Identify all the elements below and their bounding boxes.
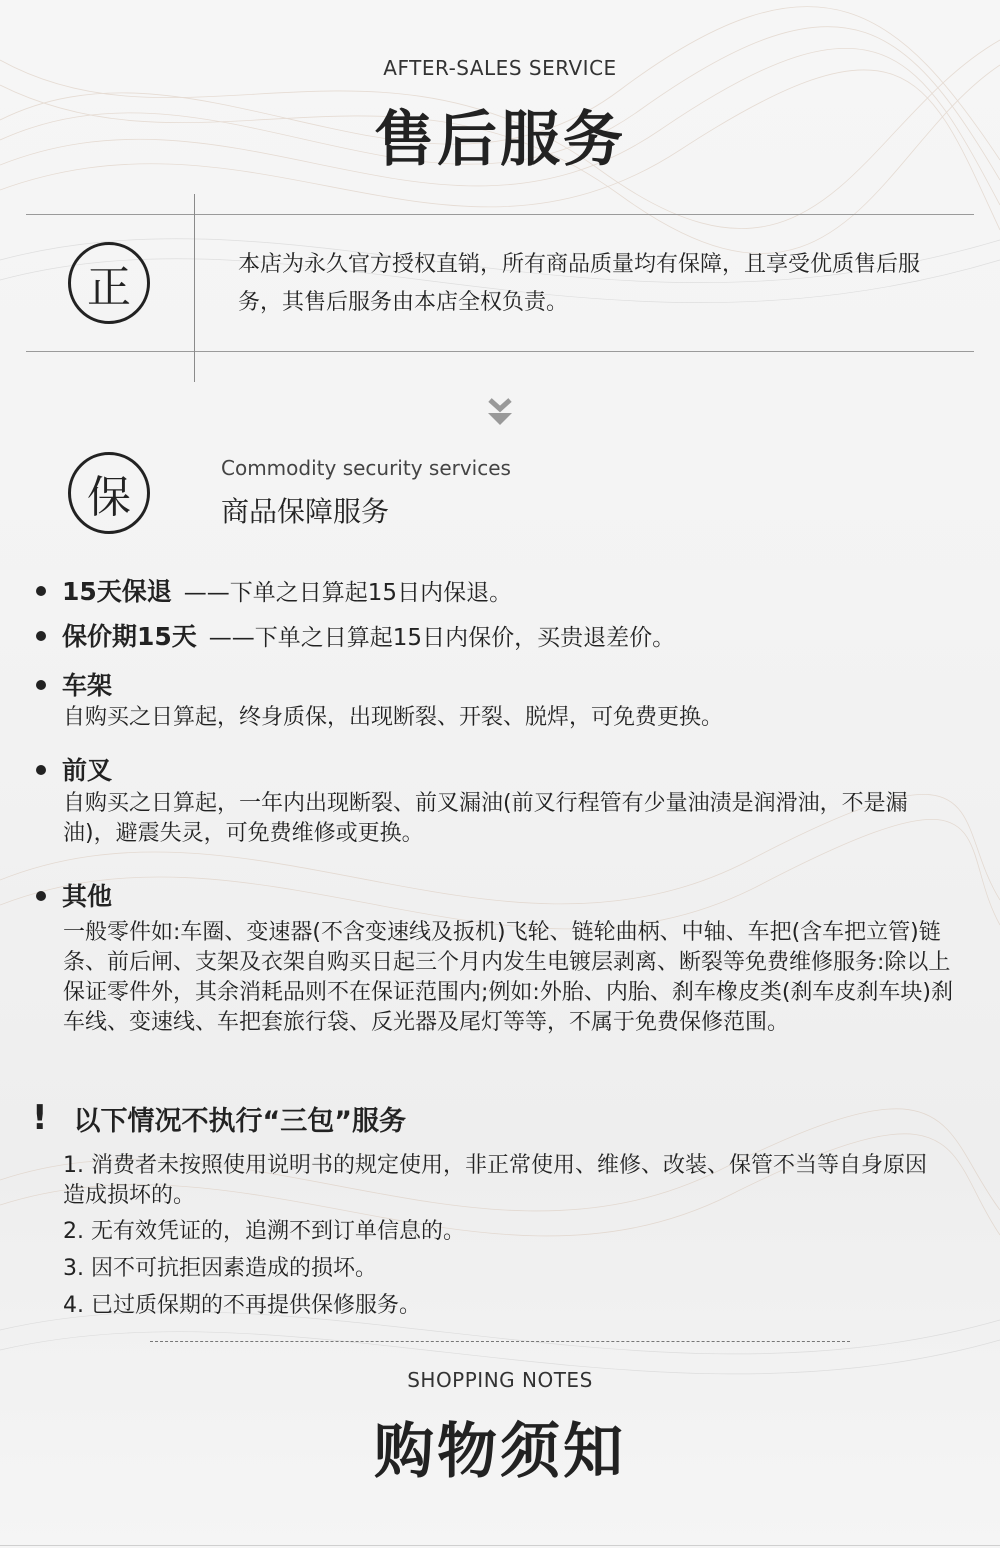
- bullet-dot: [36, 765, 46, 775]
- divider-vertical: [194, 194, 195, 382]
- bullet-fork: [36, 751, 112, 787]
- bullet-title: 保价期15天: [62, 622, 197, 651]
- other-desc: 一般零件如:车圈、变速器(不含变速线及扳机)飞轮、链轮曲柄、中轴、车把(含车把立管)链条、前后闸、支架及衣架自购买日起三个月内发生电镀层剥离、断裂等免费维修服务:除以上保证零件外，其余消耗品则不在保证范围内;例如:外胎、内胎、刹车橡皮类(刹车皮刹车块)刹车线、变速线、车把套旅行袋、反光器及尾灯等等，不属于免费保修范围。: [63, 920, 953, 1035]
- bullet-title: 车架: [62, 671, 113, 700]
- double-chevron-down-icon: [480, 396, 520, 430]
- bullet-dot: [36, 631, 46, 641]
- bullet-price15: [36, 617, 675, 653]
- divider-bottom: [26, 351, 974, 352]
- security-cn-title: 商品保障服务: [221, 495, 390, 528]
- authentic-text: 本店为永久官方授权直销，所有商品质量均有保障，且享受优质售后服务，其售后服务由本店全权负责。: [238, 252, 921, 315]
- bullet-frame: [36, 666, 112, 702]
- authentic-icon-char: 正: [87, 262, 131, 313]
- bullet-desc: ——下单之日算起15日内保退。: [183, 580, 513, 606]
- security-icon: [68, 452, 150, 534]
- bullet-dot: [36, 891, 46, 901]
- bullet-dot: [36, 586, 46, 596]
- bullet-return15: [36, 572, 512, 608]
- bullet-title: 15天保退: [62, 577, 172, 606]
- security-en-title: Commodity security services: [221, 456, 511, 480]
- bullet-dot: [36, 680, 46, 690]
- dashed-divider: [150, 1341, 850, 1342]
- bullet-other: [36, 877, 112, 913]
- exclusions-title: 以下情况不执行“三包”服务: [73, 1105, 407, 1137]
- frame-desc: 自购买之日算起，终身质保，出现断裂、开裂、脱焊，可免费更换。: [63, 705, 724, 730]
- exclusion-item-2: 2. 无有效凭证的，追溯不到订单信息的。: [63, 1219, 465, 1244]
- bullet-title: 其他: [62, 882, 113, 911]
- fork-desc: 自购买之日算起，一年内出现断裂、前叉漏油(前叉行程管有少量油渍是润滑油，不是漏油)，避震失灵，可免费维修或更换。: [63, 791, 908, 846]
- shopping-notes-cn-title: 购物须知: [374, 1417, 626, 1487]
- shopping-notes-en-title: SHOPPING NOTES: [407, 1368, 593, 1392]
- exclusions-heading: [32, 1098, 406, 1138]
- exclusion-item-4: 4. 已过质保期的不再提供保修服务。: [63, 1293, 421, 1318]
- bullet-desc: ——下单之日算起15日内保价，买贵退差价。: [208, 625, 676, 651]
- after-sales-cn-title: 售后服务: [374, 105, 626, 175]
- after-sales-en-title: AFTER-SALES SERVICE: [383, 56, 617, 80]
- security-icon-char: 保: [87, 472, 131, 523]
- divider-top: [26, 214, 974, 215]
- authentic-icon: [68, 242, 150, 324]
- exclamation-icon: !: [32, 1098, 48, 1138]
- footer-edge-line: [0, 1545, 1000, 1546]
- exclusion-item-3: 3. 因不可抗拒因素造成的损坏。: [63, 1256, 377, 1281]
- bullet-title: 前叉: [62, 756, 113, 785]
- exclusion-item-1: 1. 消费者未按照使用说明书的规定使用，非正常使用、维修、改装、保管不当等自身原因造成损坏的。: [63, 1153, 927, 1208]
